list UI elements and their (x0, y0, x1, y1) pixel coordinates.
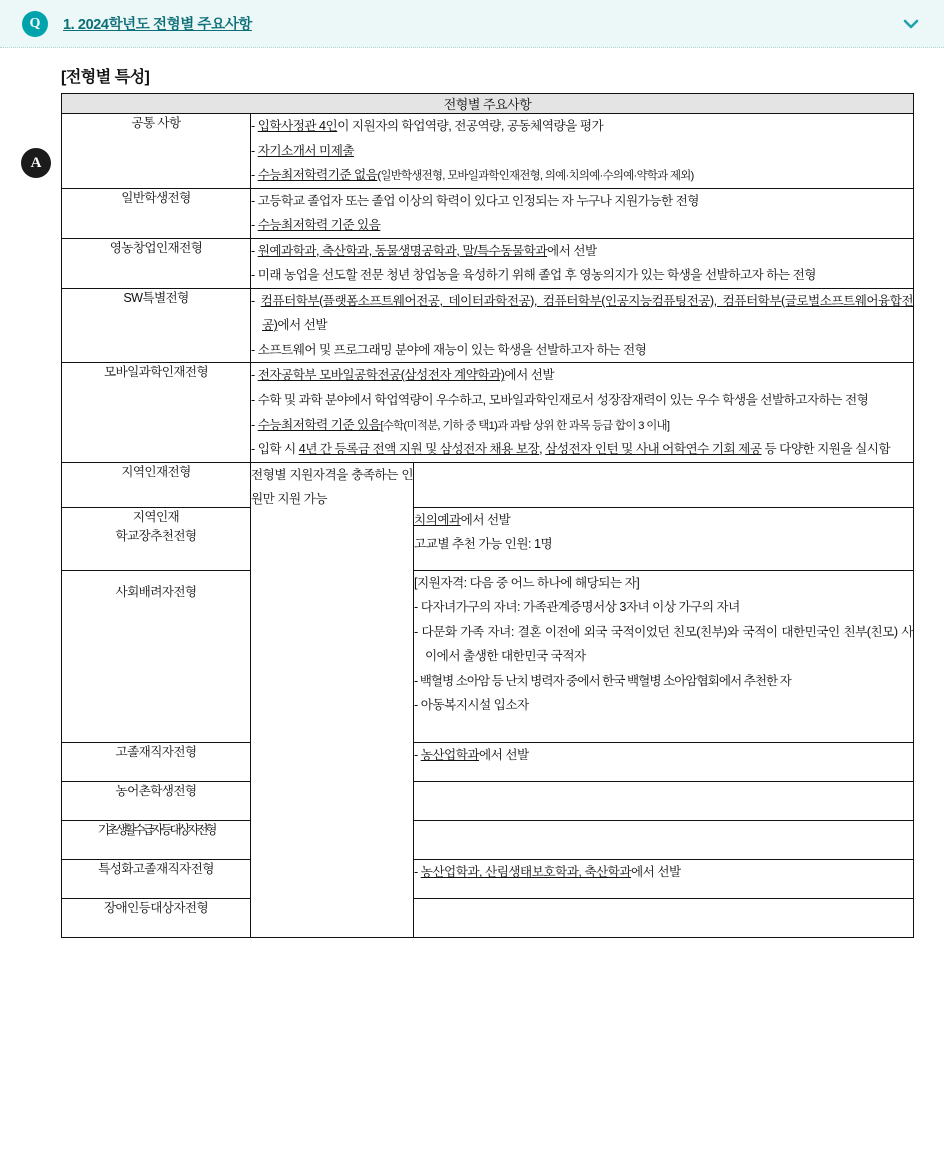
question-title-link[interactable]: 1. 2024학년도 전형별 주요사항 (63, 17, 252, 33)
content-line: - 고등학교 졸업자 또는 졸업 이상의 학력이 있다고 인정되는 자 누구나 지원가능한 전형 (251, 193, 699, 208)
row-content (414, 462, 914, 507)
table-row (62, 188, 914, 238)
content-line: - 컴퓨터학부(플랫폼소프트웨어전공, 데이터과학전공), 컴퓨터학부(인공지능컴퓨팅전공), 컴퓨터학부(글로벌소프트웨어융합전공)에서 선발 (251, 293, 914, 333)
content-line: - 아동복지시설 입소자 (414, 698, 529, 713)
row-category: 장애인등대상자전형 (62, 899, 251, 938)
table-row (62, 743, 914, 782)
page-title: [전형별 특성] (61, 69, 150, 86)
row-category: 농어촌학생전형 (62, 782, 251, 821)
accordion-answer-body (0, 48, 944, 938)
row-category: 특성화고졸재직자전형 (62, 860, 251, 899)
content-line: - 수능최저학력 기준 있음 (251, 218, 381, 233)
content-line: - 미래 농업을 선도할 전문 청년 창업농을 육성하기 위해 졸업 후 영농의지가 있는 학생을 선발하고자 하는 전형 (251, 268, 816, 283)
content-line: 치의예과에서 선발 (414, 512, 511, 527)
row-category: 일반학생전형 (62, 188, 251, 238)
table-row (62, 782, 914, 821)
row-content (414, 821, 914, 860)
row-category-line2: 학교장추천전형 (115, 529, 197, 544)
content-line: - 전자공학부 모바일공학전공(삼성전자 계약학과)에서 선발 (251, 368, 555, 383)
content-line: - 농산업학과, 산림생태보호학과, 축산학과에서 선발 (414, 865, 681, 880)
row-category: 공통 사항 (62, 114, 251, 189)
question-badge: Q (22, 11, 48, 37)
content-line: - 수능최저학력 기준 있음[수학(미적분, 기하 중 택1)과 과탐 상위 한 과목 등급 합이 3 이내] (251, 417, 670, 432)
content-line: - 원예과학과, 축산학과, 동물생명공학과, 말/특수동물학과에서 선발 (251, 243, 597, 258)
content-line: - 백혈병 소아암 등 난치 병력자 중에서 한국 백혈병 소아암협회에서 추천한 자 (414, 673, 791, 688)
row-content (251, 363, 914, 462)
table-row (62, 507, 914, 570)
merged-eligibility-note: 전형별 지원자격을 충족하는 인원만 지원 가능 (251, 462, 414, 938)
table-row (62, 114, 914, 189)
content-line: - 소프트웨어 및 프로그래밍 분야에 재능이 있는 학생을 선발하고자 하는 전형 (251, 342, 647, 357)
row-category (62, 507, 251, 570)
table-row (62, 821, 914, 860)
answer-badge: A (21, 148, 51, 178)
table-header-row (62, 94, 914, 114)
table-row (62, 570, 914, 743)
table-row (62, 860, 914, 899)
table-row (62, 288, 914, 363)
accordion-question-header[interactable] (0, 0, 944, 48)
content-line: - 자기소개서 미제출 (251, 143, 355, 158)
row-content (251, 188, 914, 238)
row-content (414, 782, 914, 821)
table-header-cell: 전형별 주요사항 (62, 94, 914, 114)
row-content (414, 743, 914, 782)
row-content (414, 860, 914, 899)
admission-types-table (61, 93, 914, 938)
content-line: - 입학 시 4년 간 등록금 전액 지원 및 삼성전자 채용 보장, 삼성전자 인턴 및 사내 어학연수 기회 제공 등 다양한 지원을 실시함 (251, 442, 891, 457)
row-category: SW특별전형 (62, 288, 251, 363)
row-category-line1: 지역인재 (132, 509, 180, 524)
row-content (414, 507, 914, 570)
table-row (62, 462, 914, 507)
row-category: 지역인재전형 (62, 462, 251, 507)
table-row (62, 899, 914, 938)
row-category: 모바일과학인재전형 (62, 363, 251, 462)
content-spacer (414, 718, 913, 743)
content-line: 고교별 추천 가능 인원: 1명 (414, 537, 553, 552)
row-category: 기초생활수급자등대상자전형 (62, 821, 251, 860)
table-row (62, 363, 914, 462)
chevron-down-icon[interactable] (900, 13, 922, 35)
row-content (251, 288, 914, 363)
content-line: - 수능최저학력기준 없음(일반학생전형, 모바일과학인재전형, 의예·치의예·수의예·약학과 제외) (251, 168, 694, 183)
content-line: - 수학 및 과학 분야에서 학업역량이 우수하고, 모바일과학인재로서 성장잠재력이 있는 우수 학생을 선발하고자하는 전형 (251, 393, 869, 408)
content-line: - 입학사정관 4인이 지원자의 학업역량, 전공역량, 공동체역량을 평가 (251, 119, 604, 133)
table-row (62, 238, 914, 288)
row-content (251, 114, 914, 189)
content-line: - 다문화 가족 자녀: 결혼 이전에 외국 국적이었던 친모(친부)와 국적이 대한민국인 친부(친모) 사이에서 출생한 대한민국 국적자 (414, 624, 914, 664)
row-category: 영농창업인재전형 (62, 238, 251, 288)
row-content (414, 899, 914, 938)
content-line: [지원자격: 다음 중 어느 하나에 해당되는 자] (414, 575, 640, 590)
content-line: - 농산업학과에서 선발 (414, 748, 529, 763)
row-content (251, 238, 914, 288)
row-category: 사회배려자전형 (62, 570, 251, 743)
row-category: 고졸재직자전형 (62, 743, 251, 782)
content-line: - 다자녀가구의 자녀: 가족관계증명서상 3자녀 이상 가구의 자녀 (414, 600, 740, 615)
row-content (414, 570, 914, 743)
